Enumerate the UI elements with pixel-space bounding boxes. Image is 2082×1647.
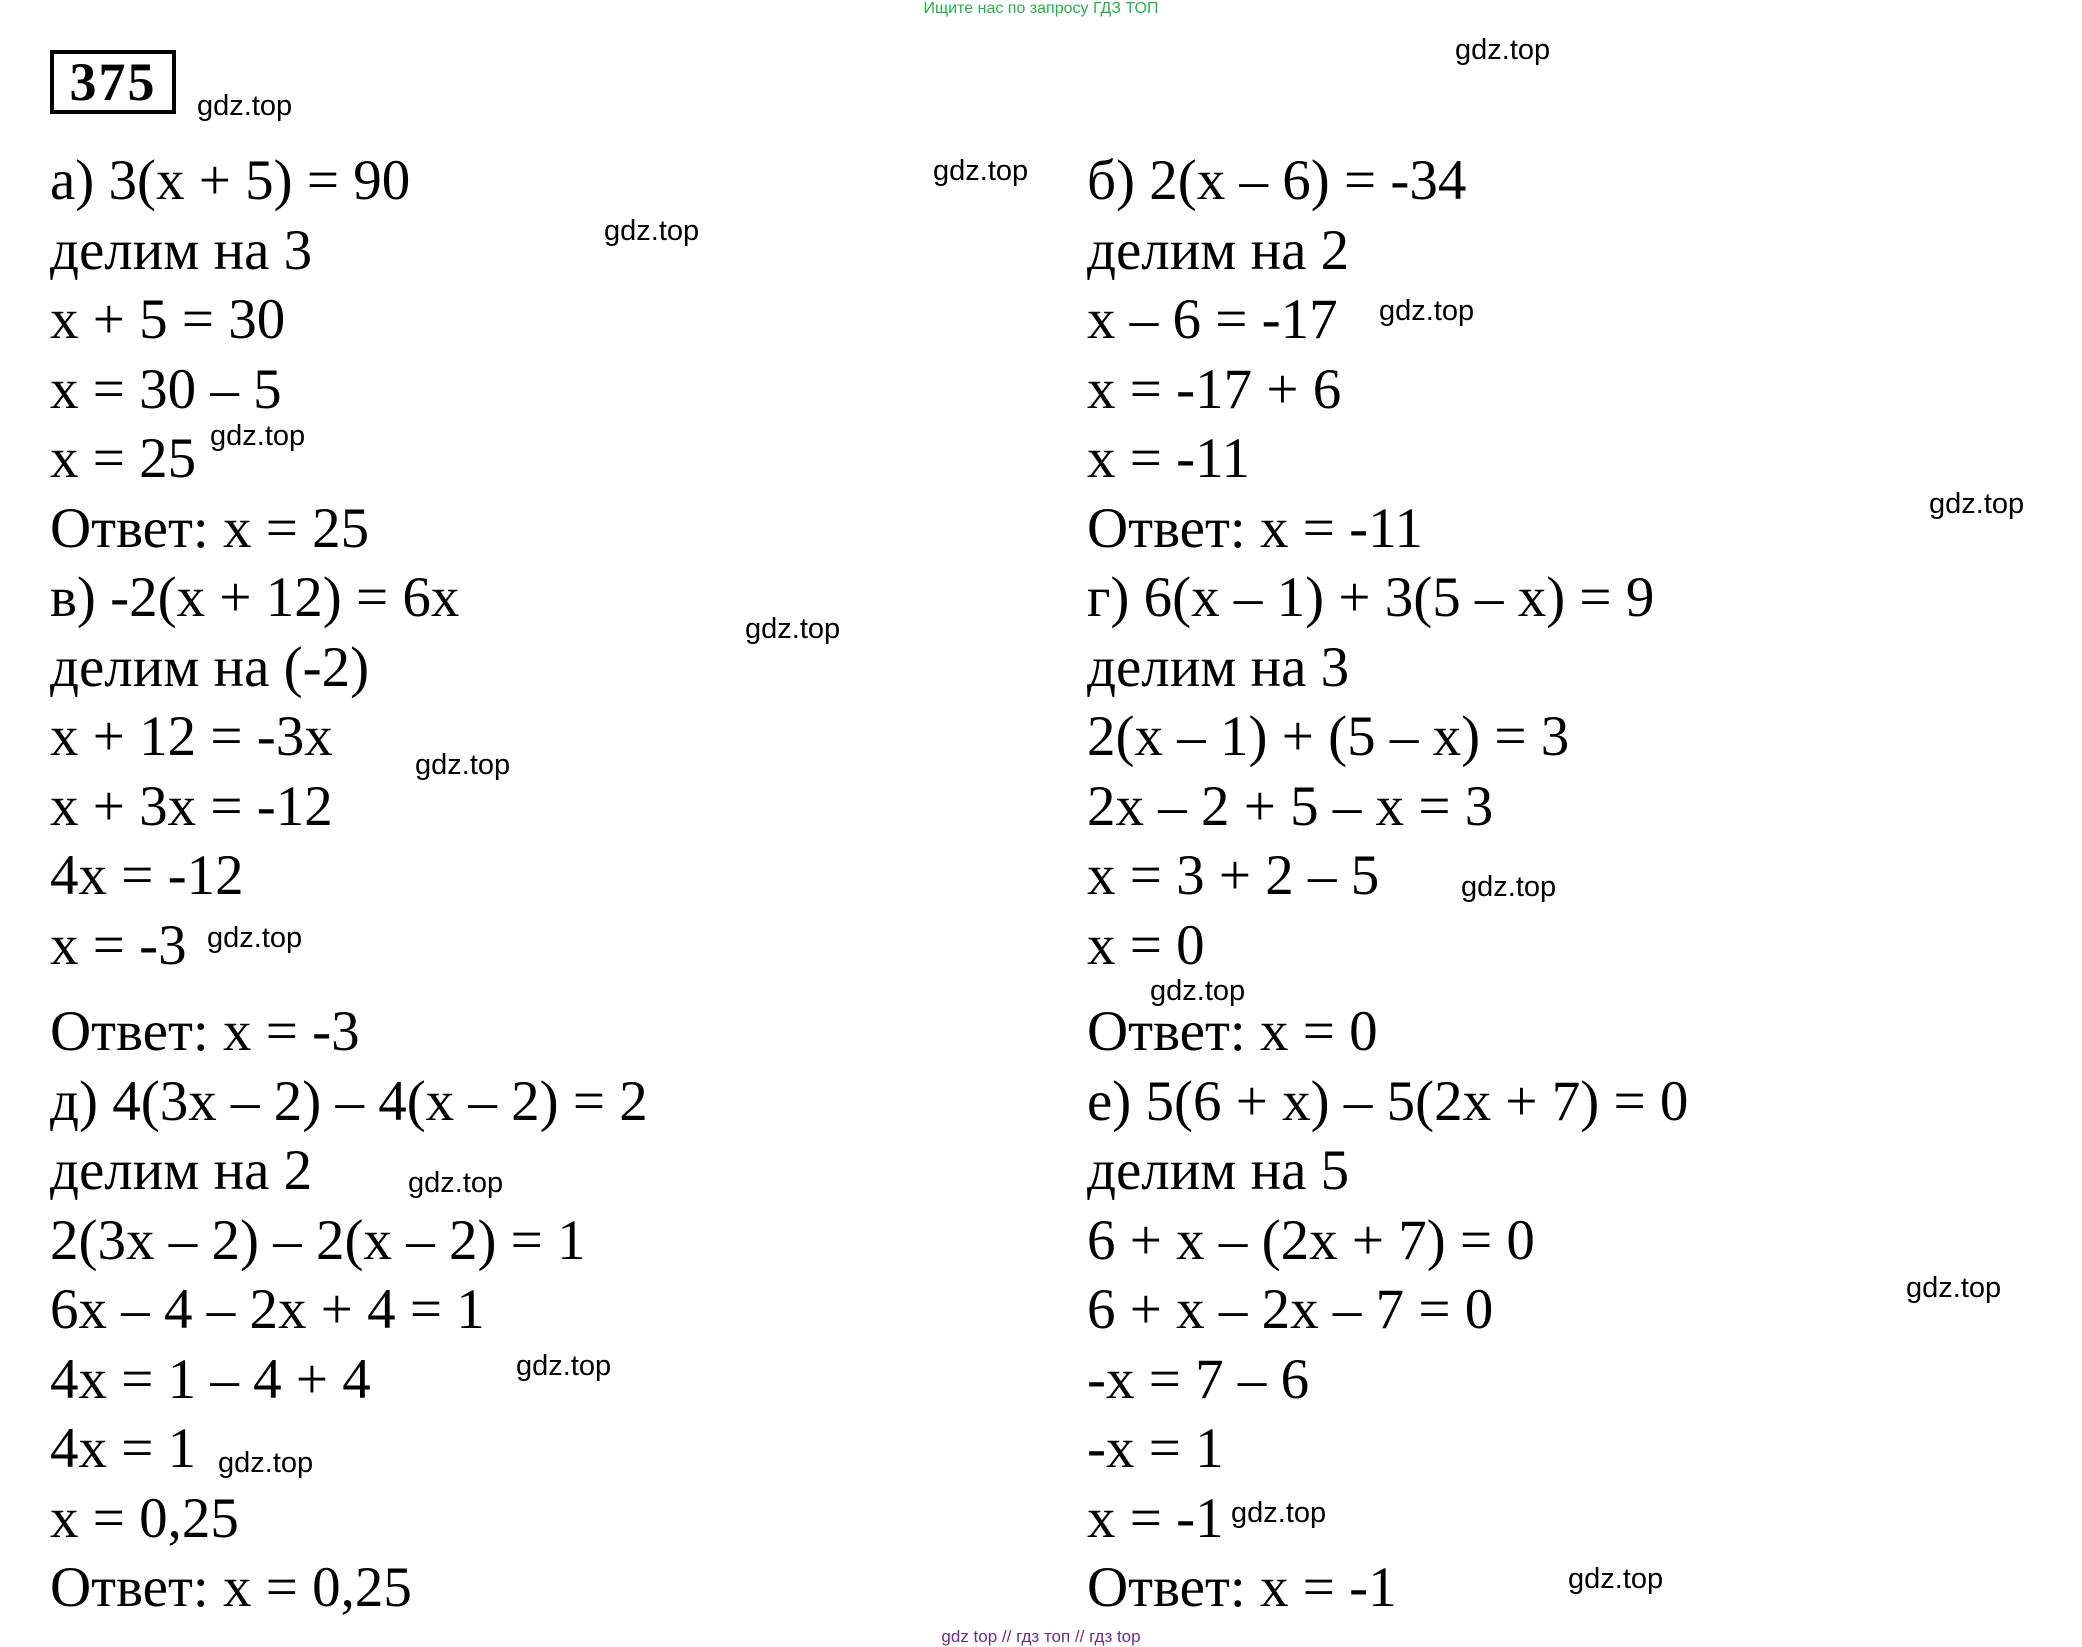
solution-line: 6x – 4 – 2x + 4 = 1 [50, 1278, 485, 1341]
right-solution-column [1087, 146, 1688, 1623]
solution-line: -x = 1 [1087, 1417, 1224, 1480]
answer-line: Ответ: x = 25 [50, 496, 370, 560]
solution-line: а) 3(x + 5) = 90 [50, 149, 411, 212]
watermark: gdz.top [1568, 1563, 1664, 1595]
answer-line: Ответ: x = -1 [1087, 1556, 1397, 1619]
watermark: gdz.top [516, 1350, 612, 1382]
watermark: gdz.top [1929, 488, 2025, 520]
solution-line: x + 5 = 30 [50, 288, 286, 351]
solution-line: 4x = 1 [50, 1417, 197, 1480]
problem-line: д) 4(3x – 2) – 4(x – 2) = 2 [50, 1069, 648, 1133]
solution-line: 6 + x – (2x + 7) = 0 [1087, 1208, 1535, 1272]
answer-line: Ответ: x = -11 [1087, 496, 1423, 560]
watermark: gdz.top [1231, 1497, 1327, 1529]
solution-line: -x = 7 – 6 [1087, 1347, 1310, 1411]
solution-line: 2(3x – 2) – 2(x – 2) = 1 [50, 1208, 586, 1272]
left-solution-column [50, 146, 648, 1623]
task-number: 375 [50, 50, 176, 114]
problem-line: в) -2(x + 12) = 6x [50, 566, 460, 629]
watermark: gdz.top [1461, 871, 1557, 903]
watermark: gdz.top [1379, 295, 1475, 327]
solution-line: x + 3x = -12 [50, 774, 333, 838]
watermark: gdz.top [197, 90, 293, 122]
solution-line: x – 6 = -17 [1087, 288, 1338, 351]
watermark: gdz.top [415, 749, 511, 781]
watermark: gdz.top [604, 215, 700, 247]
answer-line: Ответ: x = -3 [50, 1000, 360, 1063]
solution-line: 4x = 1 – 4 + 4 [50, 1347, 371, 1411]
solution-line: 4x = -12 [50, 844, 244, 907]
solution-line: делим на 3 [50, 218, 313, 282]
solution-line: делим на 5 [1087, 1139, 1350, 1202]
solution-line: x + 12 = -3x [50, 705, 333, 768]
solution-line: x = -17 + 6 [1087, 357, 1342, 421]
solution-line: 6 + x – 2x – 7 = 0 [1087, 1278, 1494, 1341]
problem-line: г) 6(x – 1) + 3(5 – x) = 9 [1087, 566, 1655, 629]
watermark: gdz.top [408, 1167, 504, 1199]
solution-line: x = 3 + 2 – 5 [1087, 844, 1380, 907]
problem-line: б) 2(x – 6) = -34 [1087, 149, 1467, 212]
solution-line: 2x – 2 + 5 – x = 3 [1087, 774, 1494, 838]
problem-line: е) 5(6 + x) – 5(2x + 7) = 0 [1087, 1069, 1689, 1133]
solution-line: 2(x – 1) + (5 – x) = 3 [1087, 705, 1570, 768]
footer-links: gdz top // гдз топ // гдз top [941, 1627, 1141, 1646]
solution-line: x = -11 [1087, 427, 1251, 490]
watermark: gdz.top [933, 155, 1029, 187]
top-banner: Ищите нас по запросу ГДЗ ТОП [923, 0, 1159, 17]
watermark: gdz.top [210, 420, 306, 452]
solution-line: делим на 2 [50, 1139, 313, 1202]
answer-line: Ответ: x = 0,25 [50, 1556, 412, 1619]
solution-line: делим на (-2) [50, 635, 370, 699]
watermark: gdz.top [745, 613, 841, 645]
solution-line: x = -1 [1087, 1486, 1224, 1550]
watermark: gdz.top [1906, 1272, 2002, 1304]
solution-line: x = 25 [50, 427, 197, 490]
solution-line: делим на 3 [1087, 635, 1350, 699]
watermark: gdz.top [218, 1447, 314, 1479]
watermark: gdz.top [207, 922, 303, 954]
solution-line: x = 30 – 5 [50, 357, 282, 421]
solution-line: x = -3 [50, 913, 187, 977]
watermark: gdz.top [1150, 975, 1246, 1007]
solution-line: x = 0,25 [50, 1486, 239, 1550]
answer-line: Ответ: x = 0 [1087, 1000, 1378, 1063]
solution-line: x = 0 [1087, 913, 1205, 977]
watermark: gdz.top [1455, 34, 1551, 66]
solution-line: делим на 2 [1087, 218, 1350, 282]
